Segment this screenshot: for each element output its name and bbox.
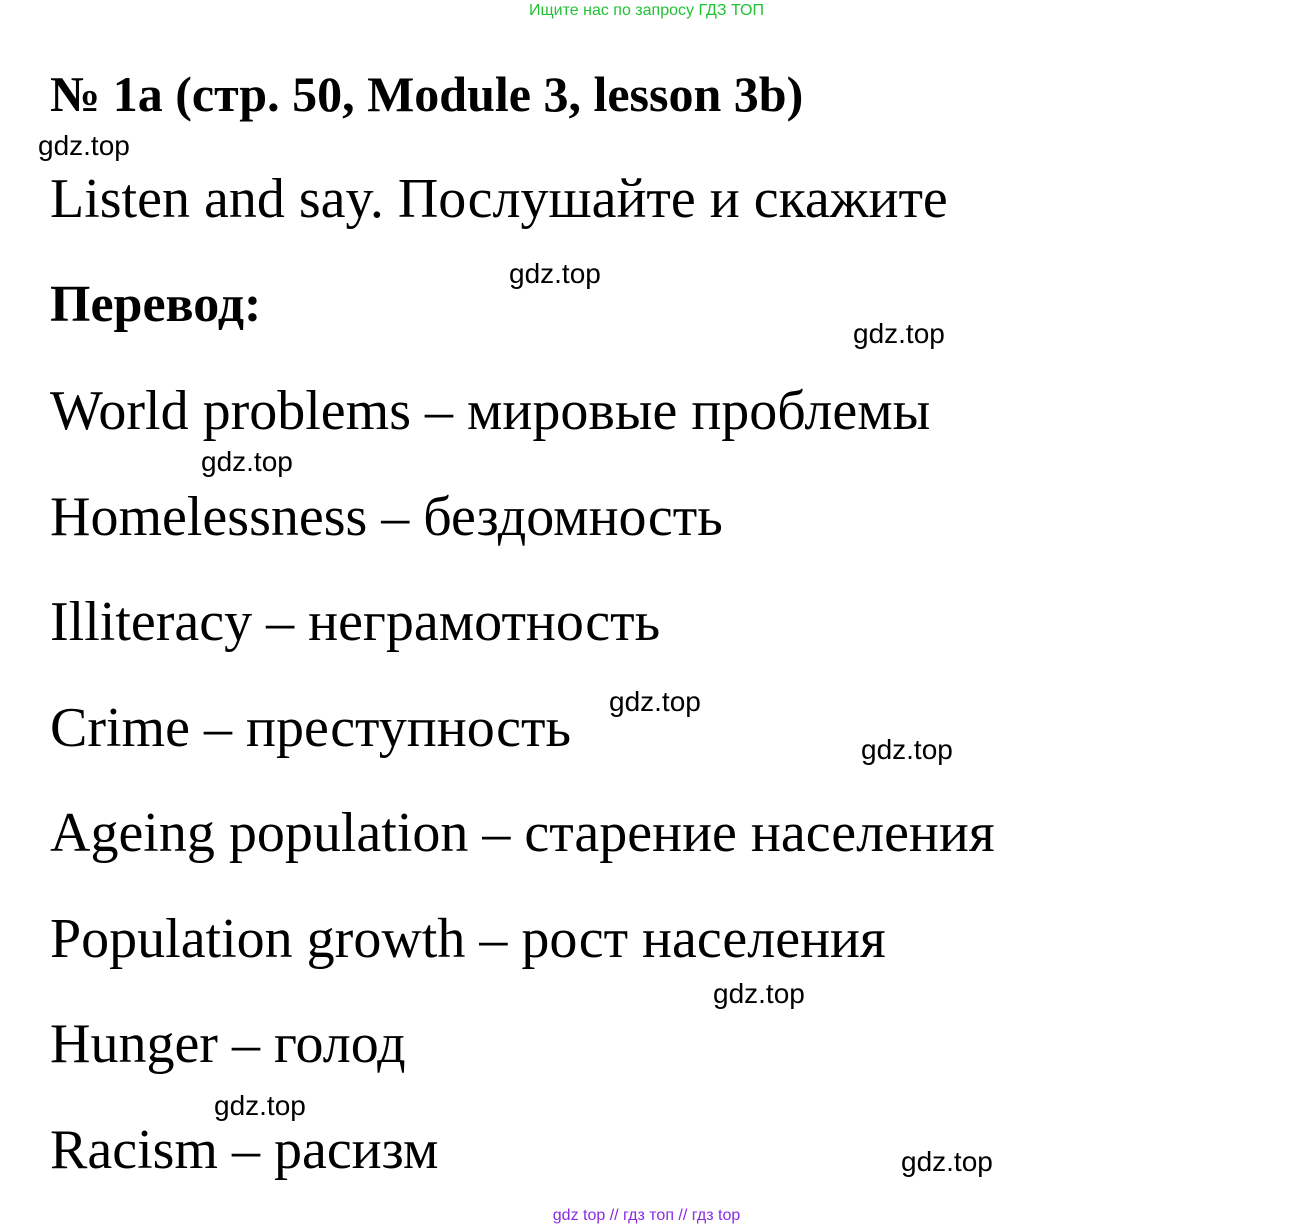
- vocab-item-illiteracy: Illiteracy – неграмотность: [50, 591, 661, 653]
- watermark-9: gdz.top: [901, 1146, 993, 1177]
- top-banner: Ищите нас по запросу ГДЗ ТОП: [529, 2, 764, 19]
- vocab-item-ageing-population: Ageing population – старение населения: [50, 802, 995, 864]
- watermark-1: gdz.top: [38, 130, 130, 161]
- translation-heading: Перевод:: [50, 276, 262, 333]
- watermark-8: gdz.top: [214, 1090, 306, 1121]
- watermark-6: gdz.top: [861, 734, 953, 765]
- vocab-item-world-problems: World problems – мировые проблемы: [50, 380, 931, 442]
- vocab-item-homelessness: Homelessness – бездомность: [50, 486, 723, 548]
- watermark-5: gdz.top: [609, 686, 701, 717]
- task-instruction: Listen and say. Послушайте и скажите: [50, 168, 948, 230]
- footer-links: gdz top // гдз топ // гдз top: [552, 1207, 741, 1224]
- watermark-2: gdz.top: [509, 258, 601, 289]
- vocab-item-hunger: Hunger – голод: [50, 1013, 406, 1075]
- watermark-7: gdz.top: [713, 978, 805, 1009]
- vocab-item-racism: Racism – расизм: [50, 1119, 439, 1181]
- vocab-item-crime: Crime – преступность: [50, 697, 571, 759]
- page-title: № 1a (стр. 50, Module 3, lesson 3b): [50, 66, 804, 122]
- vocab-item-population-growth: Population growth – рост населения: [50, 908, 886, 970]
- watermark-4: gdz.top: [201, 446, 293, 477]
- watermark-3: gdz.top: [853, 318, 945, 349]
